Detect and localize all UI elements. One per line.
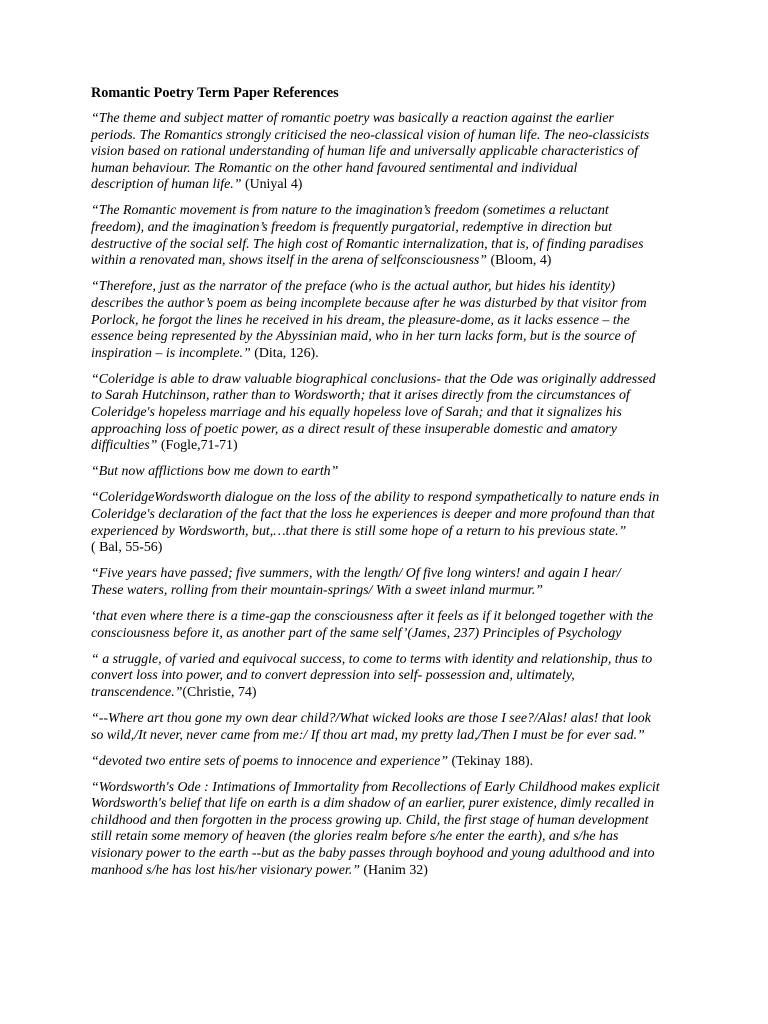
reference-citation: (Bloom, 4) — [487, 253, 552, 269]
reference-citation: (Tekinay 188). — [448, 753, 534, 769]
reference-citation: (Christie, 74) — [182, 684, 257, 700]
reference-citation: ( Bal, 55-56) — [91, 540, 163, 556]
reference-citation: (Fogle,71-71) — [157, 438, 238, 454]
reference-entry — [91, 711, 681, 744]
reference-entry — [91, 754, 681, 771]
reference-quote: “Wordsworth's Ode : Intimations of Immortality from Recollections of Early Childhood makes explicit Wordsworth's belief that life on earth is a dim shadow of an earlier, purer existence, dimly recalled in childhood and then forgotten in the process growing up. Child, the first stage of human development still retain some memory of heaven (the glories realm before s/he enter the earth), and s/he has visionary power to the earth --but as the baby passes through boyhood and young adulthood and into manhood s/he has lost his/her visionary power.” — [91, 779, 660, 878]
reference-quote: “Five years have passed; five summers, with the length/ Of five long winters! and again I hear/ These waters, rolling from their mountain-springs/ With a sweet inland murmur.” — [91, 566, 621, 598]
reference-entry — [91, 111, 681, 194]
reference-citation: (Dita, 126). — [250, 345, 319, 361]
reference-entry — [91, 566, 681, 599]
reference-entry — [91, 490, 681, 556]
reference-quote: “But now afflictions bow me down to earth” — [91, 464, 339, 480]
reference-entry — [91, 652, 681, 702]
reference-quote: ‘that even where there is a time-gap the consciousness after it feels as if it belonged together with the consciousness before it, as another part of the same self’(James, 237) Principles of Psychology — [91, 608, 654, 641]
reference-entry — [91, 372, 681, 455]
reference-citation: (Hanim 32) — [359, 862, 428, 878]
reference-quote: “The theme and subject matter of romantic poetry was basically a reaction against the earlier periods. The Romantics strongly criticised the neo-classical vision of human life. The neo-classicists vision based on rational understanding of human life and universally applicable characteristics of human behaviour. The Romantic on the other hand favoured sentimental and individual description of human life.” — [91, 111, 650, 193]
reference-entry — [91, 464, 681, 481]
reference-entry — [91, 609, 681, 642]
reference-quote: “Coleridge is able to draw valuable biographical conclusions- that the Ode was originally addressed to Sarah Hutchinson, rather than to Wordsworth; that it arises directly from the circumstances of Coleridge's hopeless marriage and his equally hopeless love of Sarah; and that it signalizes his approaching loss of poetic power, as a direct result of these insuperable domestic and amatory difficulties” — [91, 371, 656, 454]
reference-quote: “Therefore, just as the narrator of the preface (who is the actual author, but hides his identity) describes the author’s poem as being incomplete because after he was disturbed by that visitor from Porlock, he forgot the lines he received in his dream, the pleasure-dome, as it lacks essence – the essence being represented by the Abyssinian maid, who in her turn lacks form, but is the source of inspiration – is incomplete.” — [91, 279, 647, 361]
reference-quote: “The Romantic movement is from nature to the imagination’s freedom (sometimes a reluctant freedom), and the imagination’s freedom is frequently purgatorial, redemptive in direction but destructive of the social self. The high cost of Romantic internalization, that is, of finding paradises within a renovated man, shows itself in the arena of selfconsciousness” — [91, 203, 644, 269]
document-page — [91, 84, 681, 889]
reference-entry — [91, 780, 681, 880]
reference-entry — [91, 203, 681, 269]
reference-quote: “ a struggle, of varied and equivocal success, to come to terms with identity and relationship, thus to convert loss into power, and to convert depression into self- possession and, ultimately, transcendence.” — [91, 651, 653, 700]
reference-quote: “--Where art thou gone my own dear child?/What wicked looks are those I see?/Alas! alas! that look so wild,/It never, never came from me:/ If thou art mad, my pretty lad,/Then I must be for ever sad.” — [91, 710, 651, 743]
reference-citation: (Uniyal 4) — [241, 177, 303, 193]
reference-quote: “ColeridgeWordsworth dialogue on the loss of the ability to respond sympathetically to nature ends in Coleridge's declaration of the fact that the loss he experiences is deeper and more profound than that experienced by Wordsworth, but,…that there is still some hope of a return to his previous state.” — [91, 490, 660, 539]
reference-quote: “devoted two entire sets of poems to innocence and experience” — [91, 753, 449, 769]
reference-entry — [91, 279, 681, 362]
document-title: Romantic Poetry Term Paper References — [91, 85, 339, 101]
